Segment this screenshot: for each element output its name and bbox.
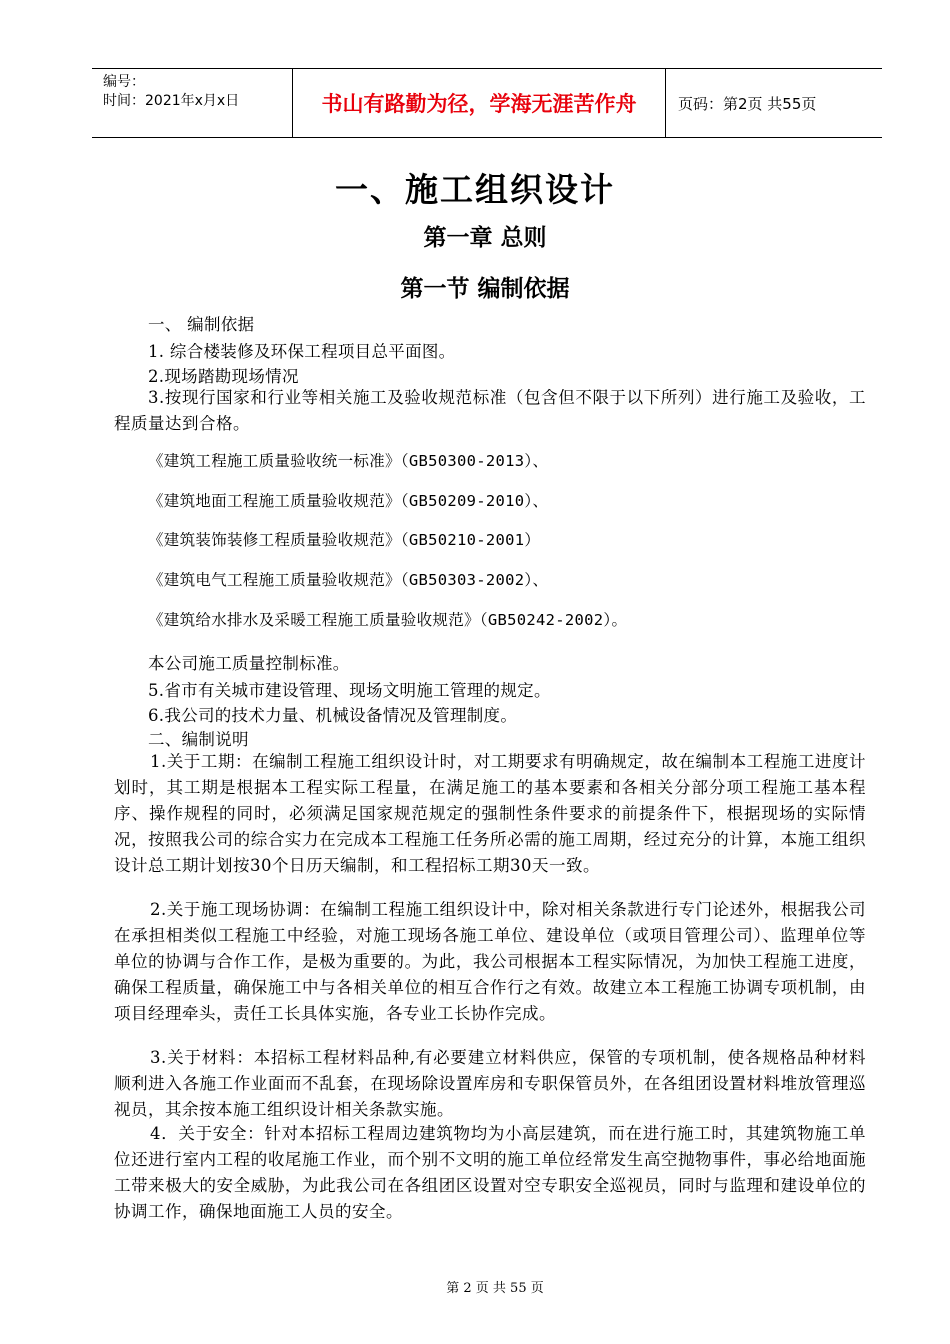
- header-slogan: 书山有路勤为径，学海无涯苦作舟: [293, 69, 666, 137]
- basis-item-2: 2.现场踏勘现场情况: [148, 367, 299, 386]
- section-title: 第一节 编制依据: [400, 276, 570, 302]
- main-title: 一、施工组织设计: [335, 170, 615, 209]
- document-time: 时间：2021年x月x日: [103, 93, 240, 109]
- note-duration: 1.关于工期：在编制工程施工组织设计时，对工期要求有明确规定，故在编制本工程施工进度计划时，其工期是根据本工程实际工程量，在满足施工的基本要素和各相关分部分项工程施工基本程序、操作规程的同时，必须满足国家规范规定的强制性条件要求的前提条件下，根据现场的实际情况，按照我公司的综合实力在完成本工程施工任务所必需的施工周期，经过充分的计算，本施工组织设计总工期计划按30个日历天编制，和工程招标工期30天一致。: [114, 752, 866, 875]
- standard-3: 《建筑装饰装修工程质量验收规范》（GB50210-2001）: [148, 531, 541, 549]
- standard-2: 《建筑地面工程施工质量验收规范》（GB50209-2010）、: [148, 492, 549, 510]
- standard-4: 《建筑电气工程施工质量验收规范》（GB50303-2002）、: [148, 571, 549, 589]
- basis-item-5: 5.省市有关城市建设管理、现场文明施工管理的规定。: [148, 681, 551, 700]
- page-header: [92, 68, 882, 138]
- company-standard: 本公司施工质量控制标准。: [148, 654, 350, 673]
- note-safety: 4．关于安全：针对本招标工程周边建筑物均为小高层建筑，而在进行施工时，其建筑物施工单位还进行室内工程的收尾施工作业，而个别不文明的施工单位经常发生高空抛物事件，事必给地面施工带来极大的安全威胁，为此我公司在各组团区设置对空专职安全巡视员，同时与监理和建设单位的协调工作，确保地面施工人员的安全。: [114, 1124, 866, 1221]
- page-footer: 第 2 页 共 55 页: [446, 1281, 544, 1296]
- basis-item-1: 1. 综合楼装修及环保工程项目总平面图。: [148, 342, 456, 361]
- header-page-info: 页码：第2页 共55页: [678, 94, 817, 113]
- heading-compile-notes: 二、编制说明: [148, 730, 249, 749]
- chapter-title: 第一章 总则: [423, 225, 547, 251]
- note-materials: 3.关于材料：本招标工程材料品种,有必要建立材料供应，保管的专项机制，使各规格品种材料顺利进入各施工作业面而不乱套，在现场除设置库房和专职保管员外，在各组团设置材料堆放管理巡视员，其余按本施工组织设计相关条款实施。: [114, 1048, 866, 1119]
- standard-1: 《建筑工程施工质量验收统一标准》（GB50300-2013）、: [148, 452, 549, 470]
- document-number: 编号：: [103, 74, 145, 90]
- heading-compile-basis: 一、 编制依据: [148, 315, 255, 334]
- header-meta: [92, 69, 293, 137]
- basis-item-3: 3.按现行国家和行业等相关施工及验收规范标准（包含但不限于以下所列）进行施工及验收，工程质量达到合格。: [114, 388, 866, 433]
- basis-item-6: 6.我公司的技术力量、机械设备情况及管理制度。: [148, 706, 518, 725]
- standard-5: 《建筑给水排水及采暖工程施工质量验收规范》（GB50242-2002）。: [148, 611, 628, 629]
- note-site-coordination: 2.关于施工现场协调：在编制工程施工组织设计中，除对相关条款进行专门论述外，根据我公司在承担相类似工程施工中经验，对施工现场各施工单位、建设单位（或项目管理公司）、监理单位等单位的协调与合作工作，是极为重要的。为此，我公司根据本工程实际情况，为加快工程施工进度，确保工程质量，确保施工中与各相关单位的相互合作行之有效。故建立本工程施工协调专项机制，由项目经理牵头，责任工长具体实施，各专业工长协作完成。: [114, 900, 866, 1023]
